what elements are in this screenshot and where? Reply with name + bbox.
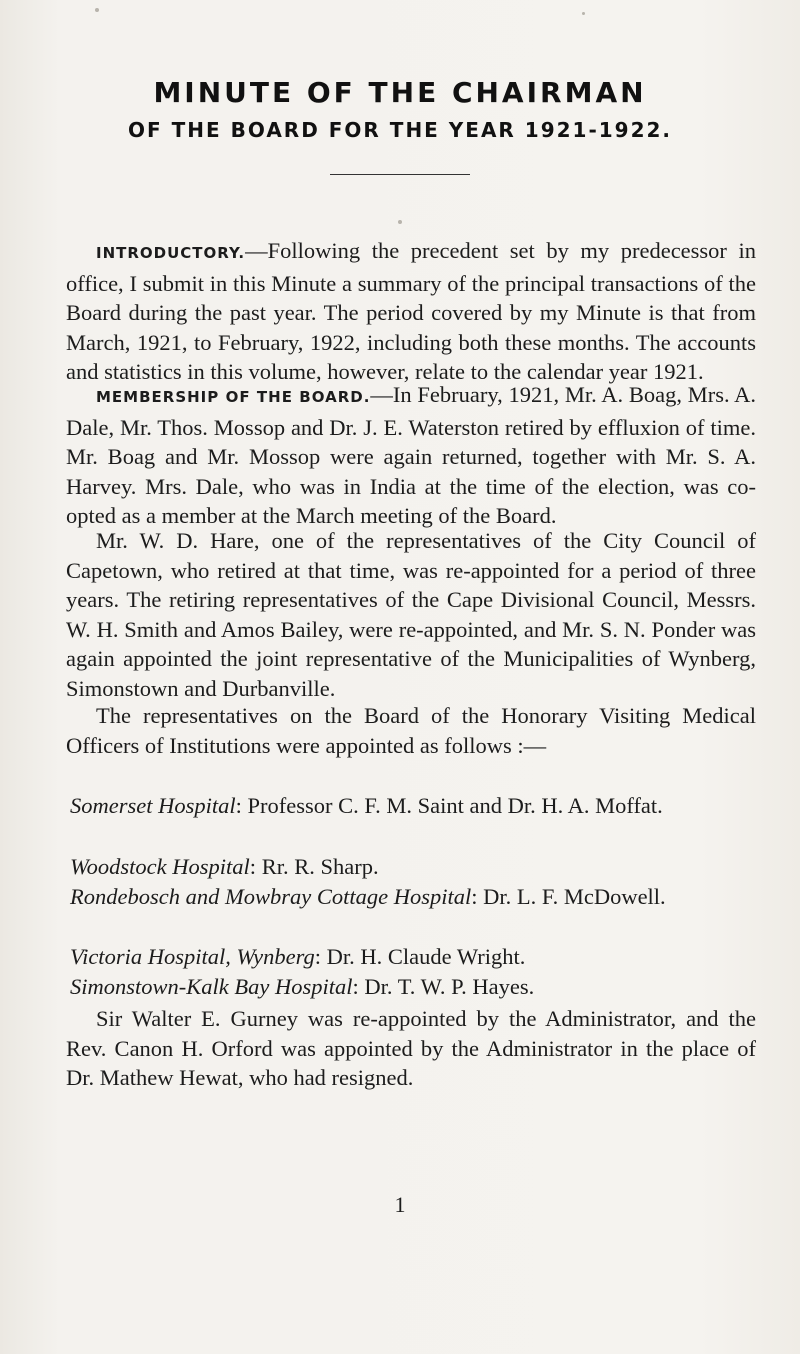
hospital-name: Rondebosch and Mowbray Cottage Hospital [70,884,472,909]
ink-speck [95,8,99,12]
membership-text: —In February, 1921, Mr. A. Boag, Mrs. A. Dale, Mr. Thos. Mossop and Dr. J. E. Waterston retired by effluxion of time. Mr. Boag and Mr. Mossop were again returned, together with Mr. S. A. Harvey. Mrs. Dale, who was in India at the time of the election, was co-opted as a member at the March meeting of the Board. [66,382,756,528]
hospital-name: Somerset Hospital [70,793,236,818]
membership-paragraph-2: Mr. W. D. Hare, one of the representatives of the City Council of Capetown, who retired at that time, was re-appointed for a period of three years. The retiring representatives of the Cape Divisional Council, Messrs. W. H. Smith and Amos Bailey, were re-appointed, and Mr. S. N. Ponder was again appointed the joint representative of the Municipalities of Wynberg, Simonstown and Durbanville. [66,528,756,701]
appointee-names: Dr. T. W. P. Hayes. [364,974,535,999]
introductory-heading: INTRODUCTORY. [96,244,246,262]
membership-paragraph-3: The representatives on the Board of the Honorary Visiting Medical Officers of Institutions were appointed as follows :— [66,703,756,758]
appointment-entry: Victoria Hospital, Wynberg: Dr. H. Claude Wright. [70,944,526,969]
closing-paragraph: Sir Walter E. Gurney was re-appointed by the Administrator, and the Rev. Canon H. Orford was appointed by the Administrator in the place of Dr. Mathew Hewat, who had resigned. [66,1006,756,1090]
appointment-entry: Simonstown-Kalk Bay Hospital: Dr. T. W. P. Hayes. [70,974,535,999]
page-number: 1 [394,1192,406,1217]
ink-speck [582,12,585,15]
hospital-name: Victoria Hospital, Wynberg [70,944,315,969]
membership-paragraph [66,380,756,531]
appointee-names: Dr. H. Claude Wright. [326,944,526,969]
introductory-paragraph [66,236,756,387]
title-rule [330,174,470,175]
appointee-names: Dr. L. F. McDowell. [483,884,666,909]
appointee-names: Professor C. F. M. Saint and Dr. H. A. Moffat. [247,793,663,818]
appointment-entry: Somerset Hospital: Professor C. F. M. Saint and Dr. H. A. Moffat. [70,793,663,818]
hospital-name: Woodstock Hospital [70,854,250,879]
page-subtitle: OF THE BOARD FOR THE YEAR 1921-1922. [127,118,673,142]
introductory-text: —Following the precedent set by my predecessor in office, I submit in this Minute a summary of the principal transactions of the Board during the past year. The period covered by my Minute is that from March, 1921, to February, 1922, including both these months. The accounts and statistics in this volume, however, relate to the calendar year 1921. [66,238,756,384]
hospital-name: Simonstown-Kalk Bay Hospital [70,974,353,999]
membership-heading: MEMBERSHIP OF THE BOARD. [96,388,371,406]
appointment-entry: Rondebosch and Mowbray Cottage Hospital: Dr. L. F. McDowell. [70,884,666,909]
ink-speck [398,220,402,224]
appointment-entry: Woodstock Hospital: Rr. R. Sharp. [70,854,379,879]
page-title: MINUTE OF THE CHAIRMAN [153,76,647,109]
appointee-names: Rr. R. Sharp. [261,854,379,879]
